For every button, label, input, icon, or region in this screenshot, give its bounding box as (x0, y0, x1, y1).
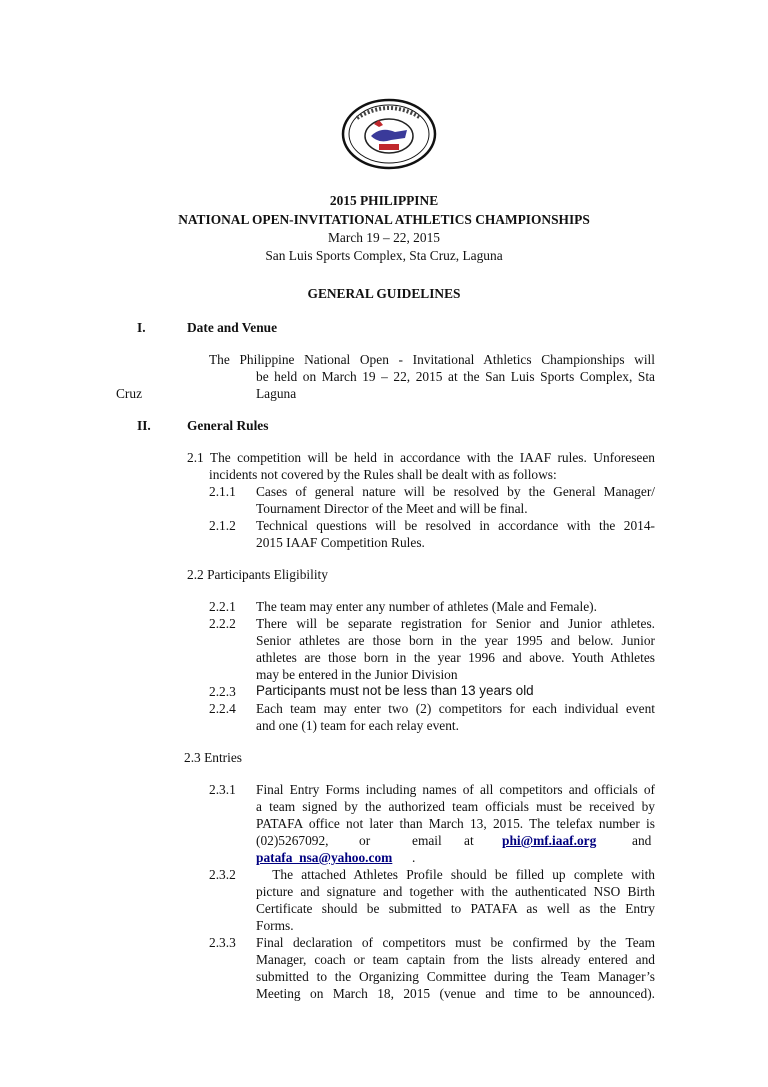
rule-2-1-line-2: incidents not covered by the Rules shall be dealt with as follows: (209, 467, 557, 482)
rule-2-2-heading: 2.2 Participants Eligibility (187, 567, 328, 582)
rule-2-3-1-phone: (02)5267092, (256, 833, 329, 848)
rule-2-3-2-line-4: Forms. (256, 918, 294, 933)
rule-2-2-4-number: 2.2.4 (209, 701, 236, 716)
email-link-yahoo[interactable]: patafa_nsa@yahoo.com (256, 850, 393, 865)
rule-2-2-4-line-2: and one (1) team for each relay event. (256, 718, 459, 733)
section-1-text-line-3: Laguna (256, 386, 297, 401)
rule-2-1-1-number: 2.1.1 (209, 484, 236, 499)
rule-2-3-3-line-1: Final declaration of competitors must be confirmed by the Team (256, 935, 655, 950)
section-2-number: II. (137, 418, 151, 433)
title-line-1: 2015 PHILIPPINE (329, 193, 439, 208)
rule-2-3-1-period: . (412, 850, 416, 865)
rule-2-2-2-line-1: There will be separate registration for Senior and Junior athletes. (256, 616, 655, 631)
rule-2-2-1-line-1: The team may enter any number of athletes (Male and Female). (256, 599, 597, 614)
rule-2-3-2-line-1: The attached Athletes Profile should be filled up complete with (256, 867, 655, 882)
rule-2-3-2-line-3: Certificate should be submitted to PATAFA as well as the Entry (256, 901, 655, 916)
rule-2-3-3-line-2: Manager, coach or team captain from the lists already entered and (256, 952, 655, 967)
section-1-text-cruz: Cruz (116, 386, 143, 401)
event-dates: March 19 – 22, 2015 (328, 230, 440, 245)
rule-2-2-4-line-1: Each team may enter two (2) competitors for each individual event (256, 701, 655, 716)
document-subtitle: GENERAL GUIDELINES (307, 286, 461, 301)
rule-2-3-1-and: and (632, 833, 652, 848)
rule-2-2-2-line-2: Senior athletes are those born in the year 1995 and below. Junior (256, 633, 655, 648)
rule-2-3-1-or: or (359, 833, 371, 848)
section-1-number: I. (137, 320, 146, 335)
rule-2-3-1-line-2: a team signed by the authorized team officials must be received by (256, 799, 655, 814)
section-2-title: General Rules (187, 418, 269, 433)
rule-2-1-line-1: 2.1 The competition will be held in accordance with the IAAF rules. Unforeseen (187, 450, 655, 465)
rule-2-3-3-line-4: Meeting on March 18, 2015 (venue and time to be announced). (256, 986, 655, 1001)
rule-2-3-2-line-2: picture and signature and together with the authenticated NSO Birth (256, 884, 655, 899)
rule-2-3-heading: 2.3 Entries (184, 750, 243, 765)
rule-2-1-1-line-1: Cases of general nature will be resolved by the General Manager/ (256, 484, 655, 499)
section-1-title: Date and Venue (187, 320, 278, 335)
patafa-logo (341, 98, 437, 170)
rule-2-2-2-line-3: athletes are those born in the year 1996 and above. Youth Athletes (256, 650, 655, 665)
rule-2-2-3-number: 2.2.3 (209, 684, 236, 699)
rule-2-3-3-number: 2.3.3 (209, 935, 236, 950)
rule-2-1-1-line-2: Tournament Director of the Meet and will be final. (256, 501, 528, 516)
rule-2-3-1-email-word: email (412, 833, 442, 848)
section-1-text-line-2: be held on March 19 – 22, 2015 at the San Luis Sports Complex, Sta (256, 369, 655, 384)
rule-2-3-3-line-3: submitted to the Organizing Committee during the Team Manager’s (256, 969, 655, 984)
rule-2-3-1-line-1: Final Entry Forms including names of all competitors and officials of (256, 782, 655, 797)
rule-2-2-3-line-1: Participants must not be less than 13 years old (256, 683, 534, 698)
email-link-iaaf[interactable]: phi@mf.iaaf.org (502, 833, 597, 848)
rule-2-2-1-number: 2.2.1 (209, 599, 236, 614)
rule-2-1-2-line-2: 2015 IAAF Competition Rules. (256, 535, 425, 550)
section-1-text-line-1: The Philippine National Open - Invitational Athletics Championships will (209, 352, 655, 367)
rule-2-3-1-number: 2.3.1 (209, 782, 236, 797)
rule-2-3-1-at: at (464, 833, 474, 848)
rule-2-3-2-number: 2.3.2 (209, 867, 236, 882)
rule-2-2-2-line-4: may be entered in the Junior Division (256, 667, 458, 682)
rule-2-3-1-line-3: PATAFA office not later than March 13, 2015. The telefax number is (256, 816, 655, 831)
rule-2-1-2-number: 2.1.2 (209, 518, 236, 533)
rule-2-2-2-number: 2.2.2 (209, 616, 236, 631)
title-line-2: NATIONAL OPEN-INVITATIONAL ATHLETICS CHAMPIONSHIPS (178, 212, 590, 227)
event-venue: San Luis Sports Complex, Sta Cruz, Laguna (265, 248, 503, 263)
rule-2-1-2-line-1: Technical questions will be resolved in accordance with the 2014- (256, 518, 655, 533)
